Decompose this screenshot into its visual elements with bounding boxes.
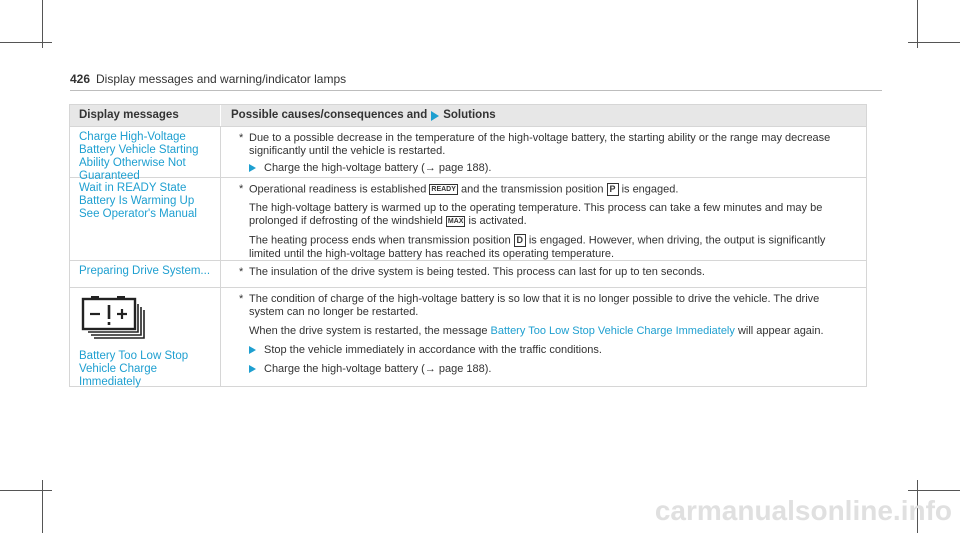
col-header-causes: Possible causes/consequences and Solutions [231,109,496,121]
display-message: Wait in READY State Battery Is Warming Up See Operator's Manual [70,178,221,260]
message-reference: Battery Too Low Stop Vehicle Charge Immediately [490,325,735,337]
crop-mark [42,480,43,533]
bullet-asterisk: * [239,266,244,278]
causes-cell: * The condition of charge of the high-voltage battery is so low that it is no longer possible to drive the vehicle. The drive system can no longer be restarted. When the drive system is restarted, the message Battery Too Low Stop Vehicle Charge Immediately will appear again. Stop the vehicle immediately in accordance with the traffic conditions. Charge the high-voltage battery (→ page 188). [221,288,866,386]
solutions-arrow-icon [431,111,439,121]
table-row [70,287,866,386]
battery-warning-icon [79,296,214,344]
crop-mark [0,42,52,43]
causes-cell: * Due to a possible decrease in the temperature of the high-voltage battery, the starting ability or the range may decrease significantly until the vehicle is restarted. Charge the high-voltage battery (→ page 188). [221,127,866,177]
drive-position-icon: D [514,234,526,247]
bullet-asterisk: * [239,293,244,305]
solution-step: Charge the high-voltage battery (→ page 188). [239,363,854,376]
ready-icon: READY [431,186,456,193]
solution-step: Stop the vehicle immediately in accordance with the traffic conditions. [239,344,854,357]
display-message: Battery Too Low Stop Vehicle Charge Immediately [79,350,189,388]
header-divider [70,90,882,91]
col-header-display-messages: Display messages [70,105,221,126]
table-row [70,126,866,182]
step-arrow-icon [249,365,256,373]
crop-mark [917,0,918,48]
display-message-cell [70,288,221,386]
messages-table [69,104,867,387]
table-row [70,177,866,260]
causes-cell: * Operational readiness is established READY and the transmission position P is engaged. The high-voltage battery is warmed up to the operating temperature. This process can take a few minutes and may be prolonged if defrosting of the windshield MAX is activated. The heating process ends when transmission position D is engaged. However, when driving, the output is significantly limited until the high-voltage battery has reached its operating temperature. [239,183,826,260]
watermark: carmanualsonline.info [654,495,952,526]
park-position-icon: P [607,183,619,196]
crop-mark [0,490,52,491]
table-row [70,260,866,287]
causes-cell: * The insulation of the drive system is being tested. This process can last for up to ten seconds. [239,266,705,278]
step-arrow-icon [249,164,256,172]
page-number: 426 [70,72,91,86]
crop-mark [42,0,43,48]
solution-step: Charge the high-voltage battery (→ page 188). [239,162,854,175]
page-title: Display messages and warning/indicator lamps [96,72,347,86]
step-arrow-icon [249,346,256,354]
bullet-asterisk: * [239,183,244,195]
crop-mark [908,490,960,491]
windshield-defrost-icon: MAX [447,218,464,225]
bullet-asterisk: * [239,132,244,144]
table-header [70,105,866,126]
crop-mark [908,42,960,43]
display-message: Preparing Drive System... [70,261,221,287]
display-message: Charge High-Voltage Battery Vehicle Starting Ability Otherwise Not Guaranteed [70,127,221,177]
